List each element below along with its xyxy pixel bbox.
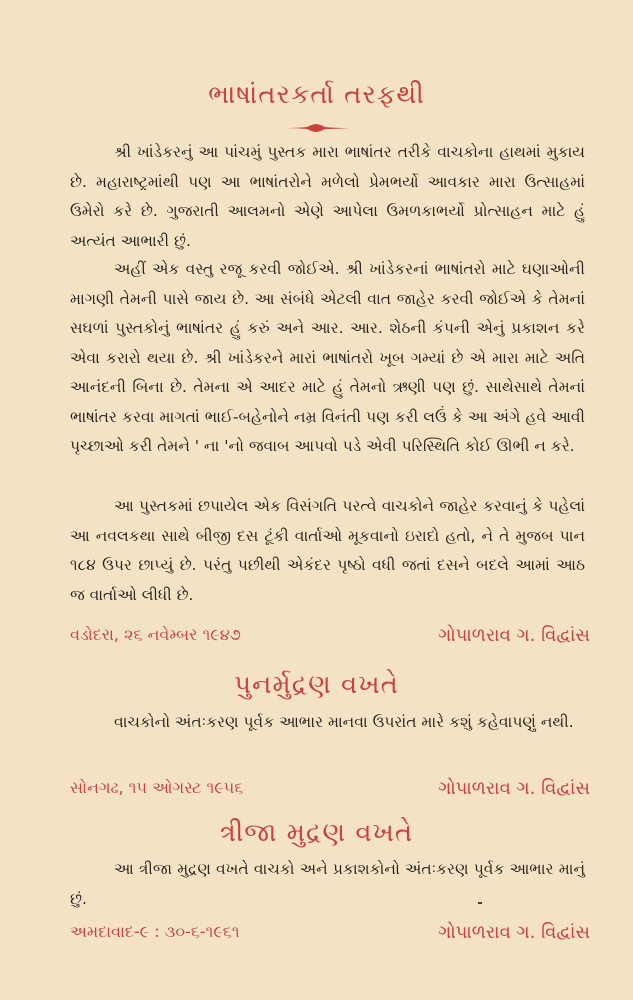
intro-paragraph-2: અહીં એક વસ્તુ રજૂ કરવી જોઈએ. શ્રી ખાંડેકરનાં ભાષાંતરો માટે ઘણાઓની માગણી તેમની પાસે જાય છે. આ સંબંધે એટલી વાત જાહેર કરવી જોઈએ કે તેમનાં સઘળાં પુસ્તકોનું ભાષાંતર હું કરું અને આર. આર. શેઠની કંપની એનું પ્રકાશન કરે એવા કરારો થયા છે. શ્રી ખાંડેકરને મારાં ભાષાંતરો ખૂબ ગમ્યાં છે એ મારા માટે અતિ આનંદની બિના છે. તેમના એ આદર માટે હું તેમનો ઋણી પણ છું. સાથેસાથે તેમનાં ભાષાંતર કરવા માગતાં ભાઈ-બહેનોને નમ્ર વિનંતી પણ કરી લઉં કે આ અંગે હવે આવી પૃચ્છાઓ કરી તેમને ' ના 'નો જવાબ આપવો પડે એવી પરિસ્થિતિ કોઈ ઊભી ન કરે. [70,260,585,455]
heading-translator: ભાષાંતરકર્તા તરફથી [208,80,425,110]
signature-1-name: ગોપાળરાવ ગ. વિદ્વાંસ [438,625,590,646]
reprint-paragraph: વાચકોનો અંતઃકરણ પૂર્વક આભાર માનવા ઉપરાંત મારે કશું કહેવાપણું નથી. [114,713,574,731]
signature-2-place: સોનગઢ, ૧૫ ઓગસ્ટ ૧૯૫૬ [70,778,244,797]
ornamental-rule [283,124,349,132]
signature-3 [70,922,590,948]
intro-paragraph-3: આ પુસ્તકમાં છપાયેલ એક વિસંગતિ પરત્વે વાચકોને જાહેર કરવાનું કે પહેલાં આ નવલકથા સાથે બીજી દસ ટૂંકી વાર્તાઓ મૂકવાનો ઇરાદો હતો, ને તે મુજબ પાન ૧૮૪ ઉપર છાપ્યું છે. પરંતુ પછીથી એકંદર પૃષ્ઠો વધી જતાં દસને બદલે આમાં આઠ જ વાર્તાઓ લીધી છે. [70,497,585,604]
stray-mark [478,902,482,904]
signature-2 [70,778,590,804]
signature-2-name: ગોપાળરાવ ગ. વિદ્વાંસ [438,778,590,799]
signature-1-place: વડોદરા, ૨૬ નવેમ્બર ૧૯૪૭ [70,625,241,644]
heading-third-print: ત્રીજા મુદ્રણ વખતે [219,818,414,848]
heading-reprint: પુનર્મુદ્રણ વખતે [234,670,399,700]
intro-paragraph-1: શ્રી ખાંડેકરનું આ પાંચમું પુસ્તક મારા ભાષાંતર તરીકે વાચકોના હાથમાં મુકાય છે. મહારાષ્ટ્રમાંથી પણ આ ભાષાંતરોને મળેલો પ્રેમભર્યો આવકાર મારા ઉત્સાહમાં ઉમેરો કરે છે. ગુજરાતી આલમનો એણે આપેલા ઉમળકાભર્યો પ્રોત્સાહન માટે હું અત્યંત આભારી છું. [70,143,585,250]
third-print-paragraph: આ ત્રીજા મુદ્રણ વખતે વાચકો અને પ્રકાશકોનો અંતઃકરણ પૂર્વક આભાર માનું છું. [70,860,585,908]
signature-3-place: અમદાવાદ-૯ : ૩૦-૬-૧૯૬૧ [70,922,240,941]
signature-3-name: ગોપાળરાવ ગ. વિદ્વાંસ [438,922,590,943]
signature-1 [70,625,590,651]
